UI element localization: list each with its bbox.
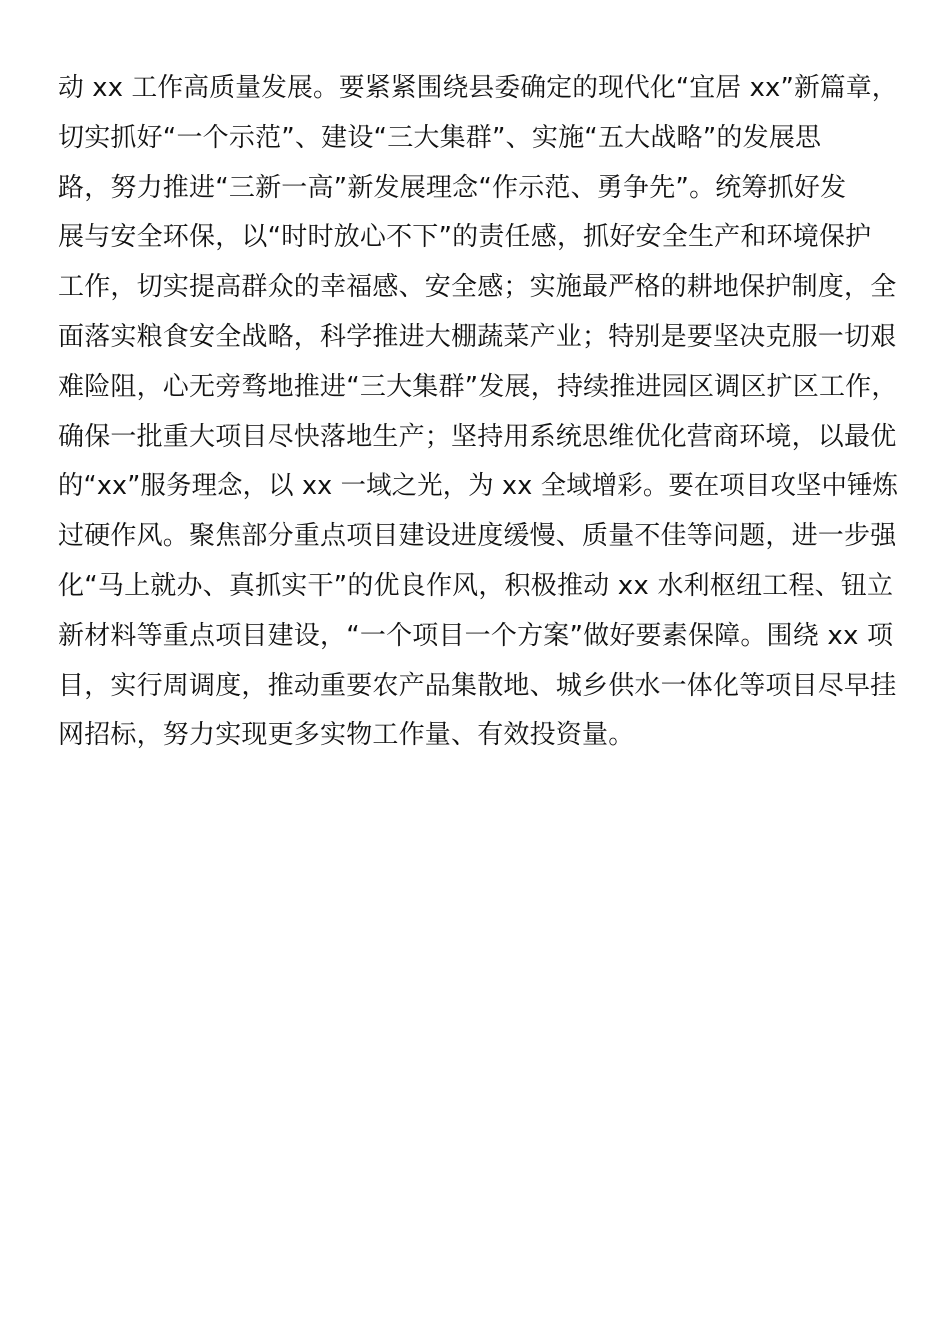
paragraph-line: 过硬作风。聚焦部分重点项目建设进度缓慢、质量不佳等问题，进一步强 (58, 521, 897, 552)
paragraph-line: 面落实粮食安全战略，科学推进大棚蔬菜产业；特别是要坚决克服一切艰 (58, 321, 897, 352)
paragraph-line: 工作，切实提高群众的幸福感、安全感；实施最严格的耕地保护制度，全 (58, 272, 897, 303)
paragraph-line: 路，努力推进“三新一高”新发展理念“作示范、勇争先”。统筹抓好发 (58, 172, 847, 203)
paragraph-line: 新材料等重点项目建设，“一个项目一个方案”做好要素保障。围绕 xx 项 (58, 620, 894, 651)
paragraph-line: 确保一批重大项目尽快落地生产；坚持用系统思维优化营商环境，以最优 (58, 421, 897, 452)
paragraph-line: 的“xx”服务理念，以 xx 一域之光，为 xx 全域增彩。要在项目攻坚中锤炼 (58, 471, 899, 502)
paragraph-line: 切实抓好“一个示范”、建设“三大集群”、实施“五大战略”的发展思 (58, 122, 822, 153)
paragraph-line: 网招标，努力实现更多实物工作量、有效投资量。 (58, 720, 635, 751)
paragraph-line: 目，实行周调度，推动重要农产品集散地、城乡供水一体化等项目尽早挂 (58, 670, 897, 701)
paragraph-line: 展与安全环保，以“时时放心不下”的责任感，抓好安全生产和环境保护 (58, 222, 872, 253)
paragraph-line: 化“马上就办、真抓实干”的优良作风，积极推动 xx 水利枢纽工程、钮立 (58, 570, 894, 601)
body-paragraph (58, 64, 898, 761)
paragraph-line: 难险阻，心无旁骛地推进“三大集群”发展，持续推进园区调区扩区工作， (58, 371, 898, 402)
paragraph-line: 动 xx 工作高质量发展。要紧紧围绕县委确定的现代化“宜居 xx”新篇章， (58, 73, 898, 103)
